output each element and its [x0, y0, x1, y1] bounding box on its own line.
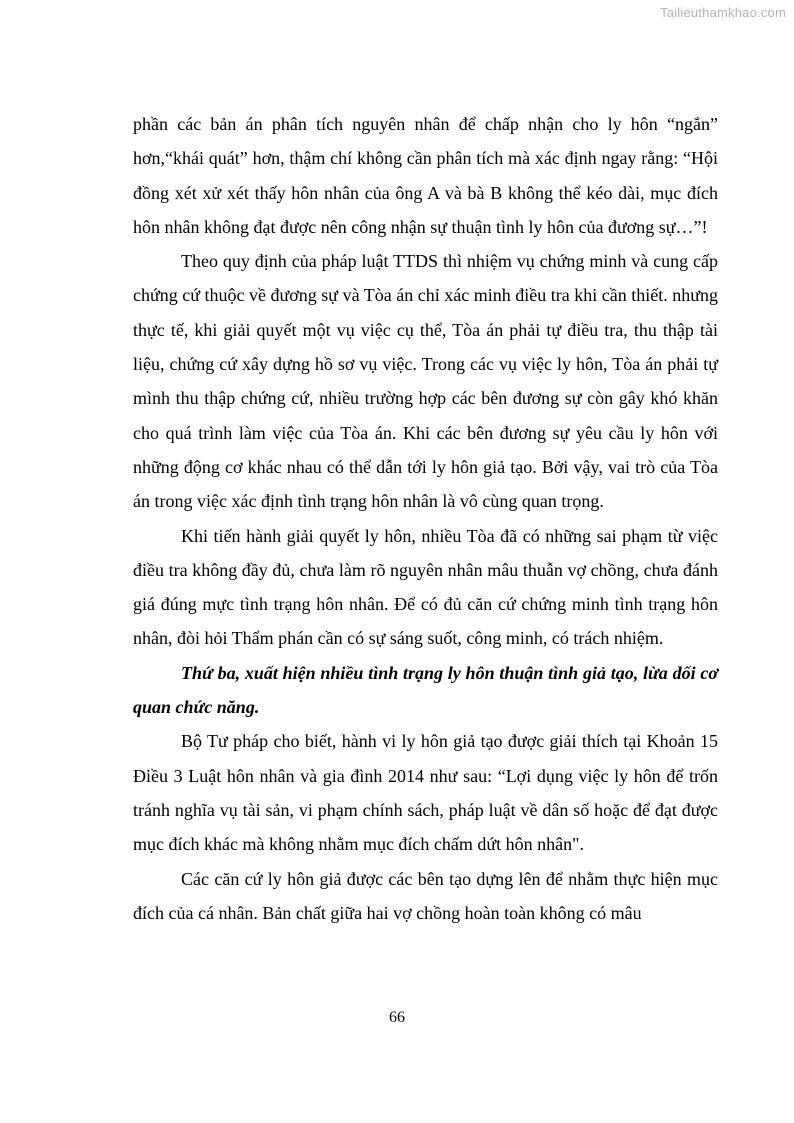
page-number: 66	[389, 1009, 405, 1026]
watermark-text: Tailieuthamkhao.com	[660, 5, 786, 20]
paragraph-evidence-duty: Theo quy định của pháp luật TTDS thì nhiệm vụ chứng minh và cung cấp chứng cứ thuộc về đương sự và Tòa án chỉ xác minh điều tra khi cần thiết. nhưng thực tế, khi giải quyết một vụ việc cụ thể, Tòa án phải tự điều tra, thu thập tài liệu, chứng cứ xây dựng hồ sơ vụ việc. Trong các vụ việc ly hôn, Tòa án phải tự mình thu thập chứng cứ, nhiều trường hợp các bên đương sự còn gây khó khăn cho quá trình làm việc của Tòa án. Khi các bên đương sự yêu cầu ly hôn với những động cơ khác nhau có thể dẫn tới ly hôn giả tạo. Bởi vậy, vai trò của Tòa án trong việc xác định tình trạng hôn nhân là vô cùng quan trọng.	[133, 251, 718, 512]
section-heading-third: Thứ ba, xuất hiện nhiều tình trạng ly hôn thuận tình giả tạo, lừa dối cơ quan chức năng.	[133, 662, 718, 718]
paragraph-court-errors: Khi tiến hành giải quyết ly hôn, nhiều Tòa đã có những sai phạm từ việc điều tra không đầy đủ, chưa làm rõ nguyên nhân mâu thuẫn vợ chồng, chưa đánh giá đúng mực tình trạng hôn nhân. Để có đủ căn cứ chứng minh tình trạng hôn nhân, đòi hỏi Thẩm phán cần có sự sáng suốt, công minh, có trách nhiệm.	[133, 525, 718, 649]
document-body	[133, 107, 718, 930]
paragraph-fake-divorce-grounds: Các căn cứ ly hôn giả được các bên tạo dựng lên để nhằm thực hiện mục đích của cá nhân. Bản chất giữa hai vợ chồng hoàn toàn không có mâu	[133, 868, 718, 923]
paragraph-ministry-justice: Bộ Tư pháp cho biết, hành vi ly hôn giả tạo được giải thích tại Khoản 15 Điều 3 Luật hôn nhân và gia đình 2014 như sau: “Lợi dụng việc ly hôn để trốn tránh nghĩa vụ tài sản, vi phạm chính sách, pháp luật về dân số hoặc để đạt được mục đích khác mà không nhằm mục đích chấm dứt hôn nhân".	[133, 731, 718, 855]
paragraph-continued: phần các bản án phân tích nguyên nhân để chấp nhận cho ly hôn “ngắn” hơn,“khái quát” hơn, thậm chí không cần phân tích mà xác định ngay rằng: “Hội đồng xét xử xét thấy hôn nhân của ông A và bà B không thể kéo dài, mục đích hôn nhân không đạt được nên công nhận sự thuận tình ly hôn của đương sự…”!	[133, 114, 718, 237]
